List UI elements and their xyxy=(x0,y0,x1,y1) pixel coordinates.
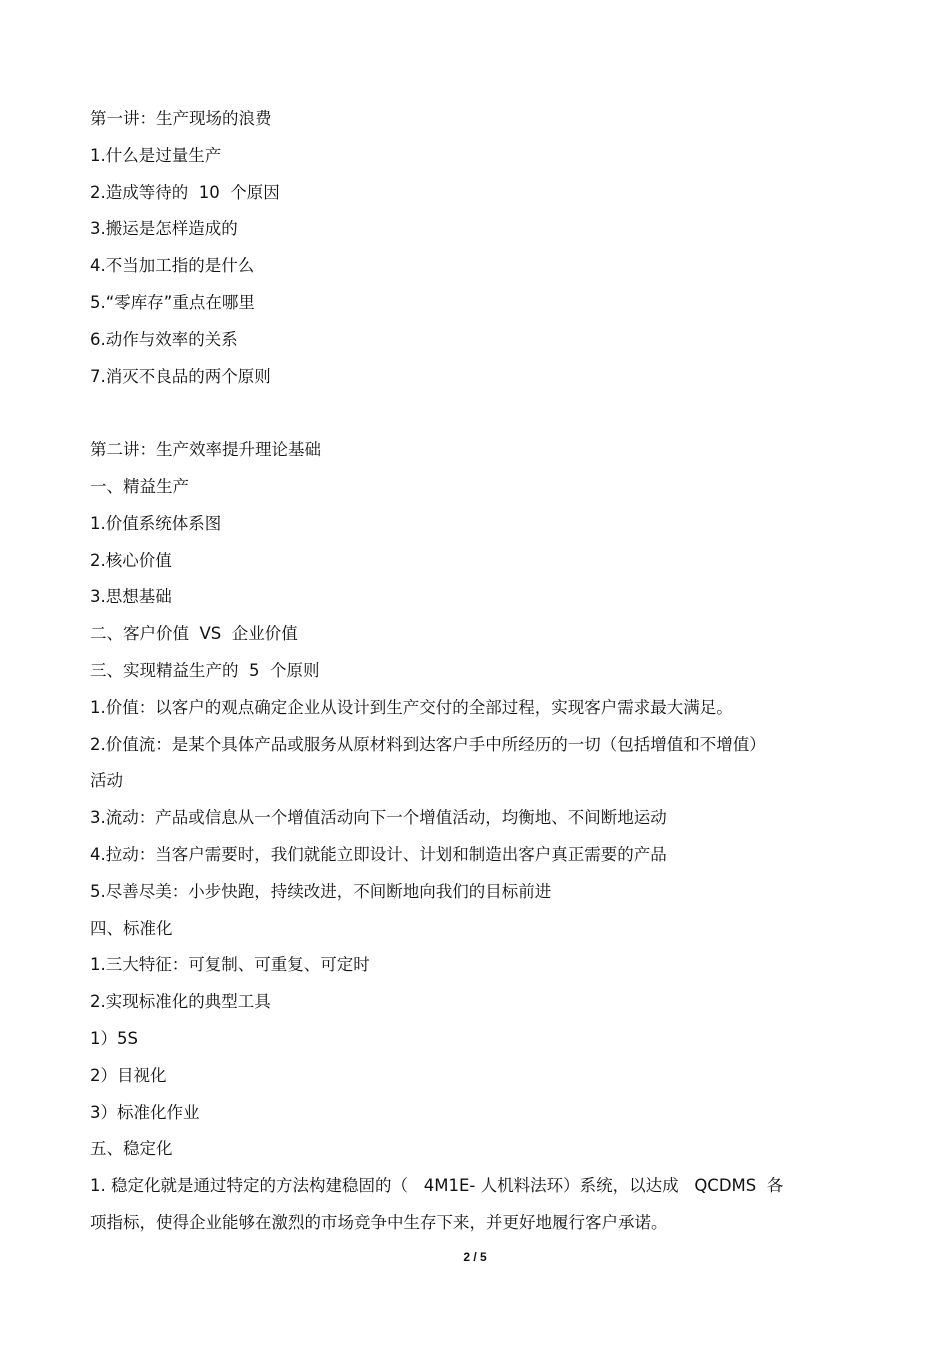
list-item: 3.流动：产品或信息从一个增值活动向下一个增值活动，均衡地、不间断地运动 xyxy=(90,808,667,828)
list-item: 5.“零库存”重点在哪里 xyxy=(90,292,255,312)
list-item: 2.实现标准化的典型工具 xyxy=(90,992,271,1012)
list-item: 1.什么是过量生产 xyxy=(90,145,222,165)
list-item: 7.消灭不良品的两个原则 xyxy=(90,366,271,386)
section-heading-2: 第二讲：生产效率提升理论基础 xyxy=(90,440,321,460)
list-item: 1.三大特征：可复制、可重复、可定时 xyxy=(90,955,370,975)
list-item: 1. 稳定化就是通过特定的方法构建稳固的（ 4M1E- 人机料法环）系统，以达成 QCDMS 各 xyxy=(90,1176,784,1196)
document-body xyxy=(90,101,865,1242)
subsection-heading: 四、标准化 xyxy=(90,918,173,938)
list-item: 4.不当加工指的是什么 xyxy=(90,256,255,276)
list-item: 3.思想基础 xyxy=(90,587,172,607)
list-item: 6.动作与效率的关系 xyxy=(90,329,238,349)
list-item: 4.拉动：当客户需要时，我们就能立即设计、计划和制造出客户真正需要的产品 xyxy=(90,844,667,864)
sub-list-item: 2）目视化 xyxy=(90,1065,167,1085)
list-item: 1.价值系统体系图 xyxy=(90,513,222,533)
page-number: 2 / 5 xyxy=(463,1250,487,1264)
subsection-heading: 二、客户价值 VS 企业价值 xyxy=(90,624,298,644)
list-item-continuation: 活动 xyxy=(90,771,123,791)
subsection-heading: 三、实现精益生产的 5 个原则 xyxy=(90,660,320,680)
list-item: 1.价值：以客户的观点确定企业从设计到生产交付的全部过程，实现客户需求最大满足。 xyxy=(90,697,733,717)
list-item: 2.造成等待的 10 个原因 xyxy=(90,182,280,202)
list-item: 3.搬运是怎样造成的 xyxy=(90,219,238,239)
section-heading-1: 第一讲：生产现场的浪费 xyxy=(90,109,272,128)
list-item: 5.尽善尽美：小步快跑，持续改进，不间断地向我们的目标前进 xyxy=(90,881,552,901)
list-item: 2.价值流：是某个具体产品或服务从原材料到达客户手中所经历的一切（包括增值和不增值） xyxy=(90,734,766,754)
sub-list-item: 1）5S xyxy=(90,1028,138,1048)
subsection-heading: 一、精益生产 xyxy=(90,476,189,496)
section-spacer xyxy=(90,395,865,432)
list-item: 2.核心价值 xyxy=(90,550,172,570)
subsection-heading: 五、稳定化 xyxy=(90,1139,173,1159)
list-item-continuation: 项指标，使得企业能够在激烈的市场竞争中生存下来，并更好地履行客户承诺。 xyxy=(90,1212,668,1232)
sub-list-item: 3）标准化作业 xyxy=(90,1102,200,1122)
